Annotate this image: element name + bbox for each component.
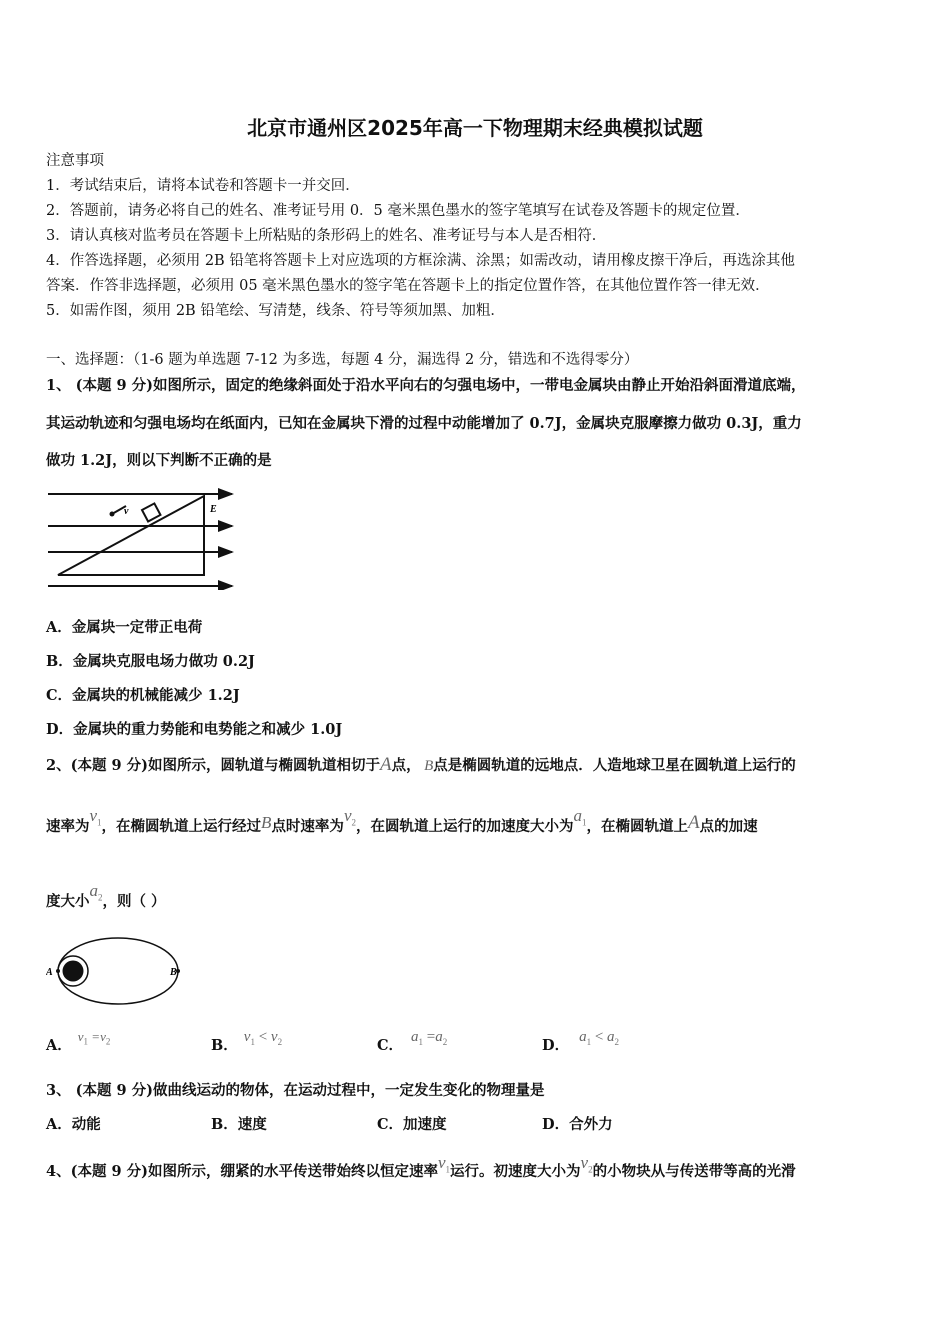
q4-line-1: 4、(本题 9 分)如图所示，绷紧的水平传送带始终以恒定速率$v_1$运行。初速度大小为$v_2$的小物块从与传送带等高的光滑 (46, 1153, 796, 1180)
q1-text-line: 1、 (本题 9 分)如图所示，固定的绝缘斜面处于沿水平向右的匀强电场中，一带电金属块由静止开始沿斜面滑道底端， (46, 377, 806, 394)
orbit-label-a: A (46, 967, 53, 978)
label-e: E (210, 504, 217, 515)
q3-text: 3、 (本题 9 分)做曲线运动的物体，在运动过程中，一定发生变化的物理量是 (46, 1082, 545, 1099)
incline-triangle (58, 496, 204, 575)
earth (63, 961, 84, 982)
q2-line-2: 速率为$v_1$，在椭圆轨道上运行经过B点时速率为$v_2$，在圆轨道上运行的加速度大小为$a_1$，在椭圆轨道上A点的加速 (46, 806, 758, 835)
q1-text-line: 其运动轨迹和匀强电场均在纸面内，已知在金属块下滑的过程中动能增加了 0.7J，金属块克服摩擦力做功 0.3J，重力 (46, 415, 802, 432)
notice-item: 2．答题前，请务必将自己的姓名、准考证号用 0．5 毫米黑色墨水的签字笔填写在试卷及答题卡的规定位置． (46, 203, 750, 219)
q2-orbit-figure (46, 934, 186, 1010)
q1-option-a: A．金属块一定带正电荷 (46, 619, 203, 636)
q3-option-a: A．动能 (46, 1116, 101, 1133)
q3-option-c: C．加速度 (377, 1116, 447, 1133)
q3-option-b: B．速度 (211, 1116, 267, 1133)
page-title: 北京市通州区2025年高一下物理期末经典模拟试题 (247, 116, 703, 140)
q2-option-b: B． $v_1 < v_2$ (211, 1029, 283, 1054)
q1-text-line: 做功 1.2J，则以下判断不正确的是 (46, 452, 272, 469)
q1-option-d: D．金属块的重力势能和电势能之和减少 1.0J (46, 721, 343, 738)
notice-item: 答案．作答非选择题，必须用 05 毫米黑色墨水的签字笔在答题卡上的指定位置作答，在其他位置作答一律无效． (46, 278, 770, 294)
q1-option-b: B．金属块克服电场力做功 0.2J (46, 653, 255, 670)
notice-item: 5．如需作图，须用 2B 铅笔绘、写清楚，线条、符号等须加黑、加粗． (46, 303, 505, 319)
orbit-label-b: B (170, 967, 177, 978)
q1-option-c: C．金属块的机械能减少 1.2J (46, 687, 240, 704)
notice-item: 1．考试结束后，请将本试卷和答题卡一并交回． (46, 178, 360, 194)
metal-block (142, 503, 160, 521)
q3-option-d: D．合外力 (542, 1116, 613, 1133)
label-v: v (124, 506, 129, 517)
q2-line-1: 2、(本题 9 分)如图所示，圆轨道与椭圆轨道相切于A点， B点是椭圆轨道的远地点．人造地球卫星在圆轨道上运行的 (46, 754, 796, 775)
q2-option-c: C． $a_1 =a_2$ (377, 1029, 448, 1054)
section-heading: 一、选择题：（1-6 题为单选题 7-12 为多选，每题 4 分，漏选得 2 分，错选和不选得零分） (46, 352, 639, 368)
notice-item: 3．请认真核对监考员在答题卡上所粘贴的条形码上的姓名、准考证号与本人是否相符． (46, 228, 607, 244)
q2-line-3: 度大小$a_2$，则（ ） (46, 881, 166, 910)
q2-option-d: D． $a_1 < a_2$ (542, 1029, 620, 1054)
notice-heading: 注意事项 (46, 153, 104, 169)
q2-option-a: A．$v_1 =v_2$ (46, 1029, 111, 1054)
q1-incline-figure (46, 486, 242, 590)
notice-item: 4．作答选择题，必须用 2B 铅笔将答题卡上对应选项的方框涂满、涂黑；如需改动，请用橡皮擦干净后，再选涂其他 (46, 253, 795, 269)
